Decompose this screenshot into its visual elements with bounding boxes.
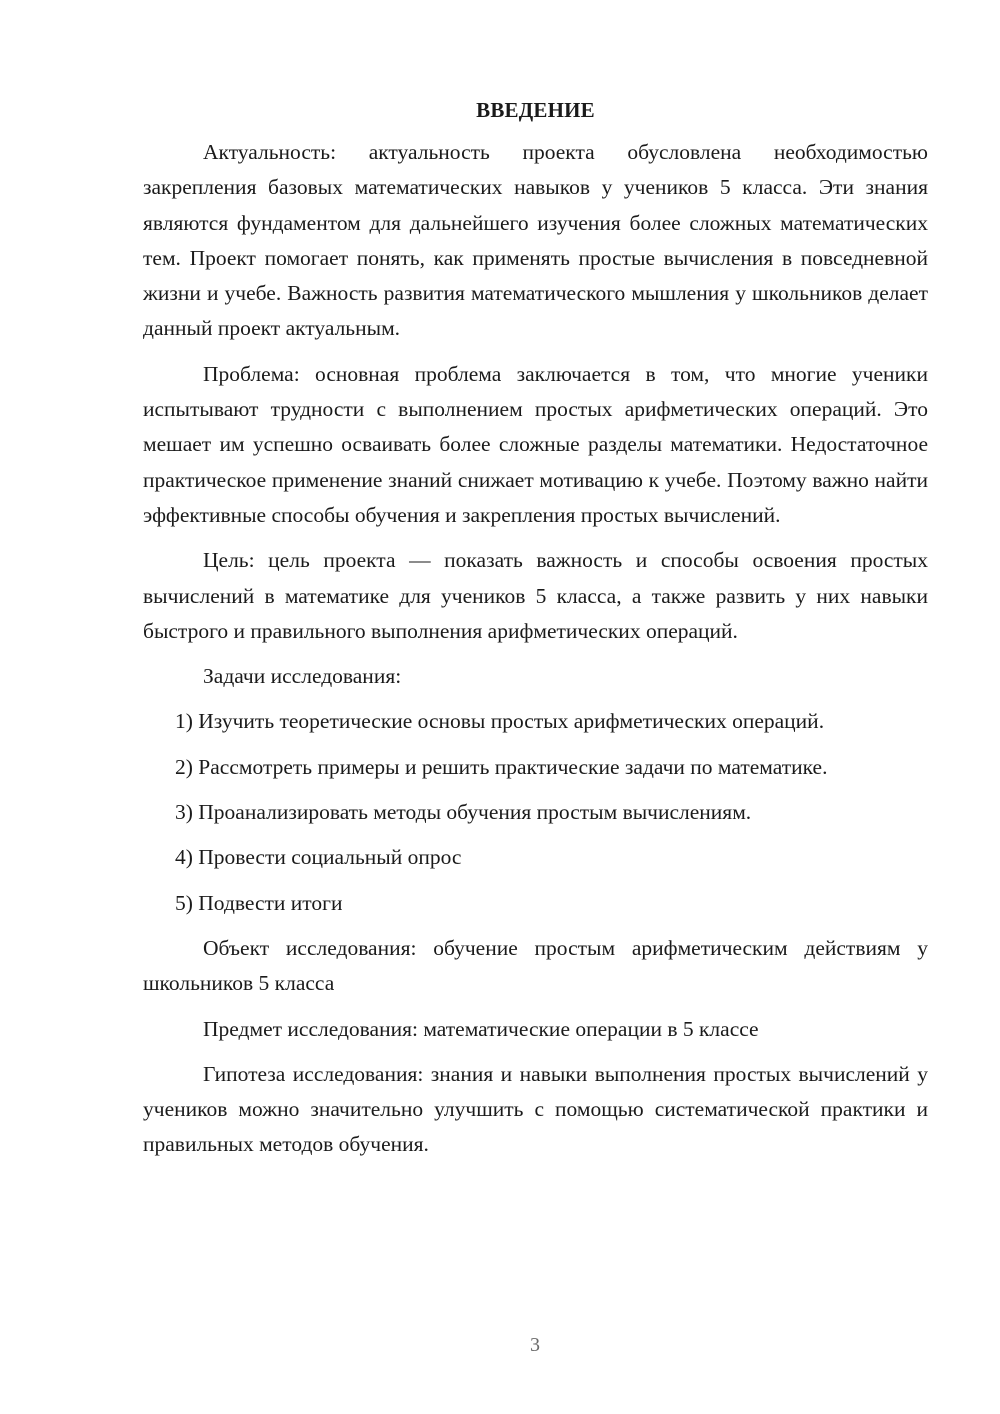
paragraph-problem: Проблема: основная проблема заключается в том, что многие ученики испытывают трудности с выполнением простых арифметических операций. Это мешает им успешно осваивать более сложные разделы математики. Недостаточное практическое применение знаний снижает мотивацию к учебе. Поэтому важно найти эффективные способы обучения и закрепления простых вычислений. (143, 361, 928, 527)
tasks-heading: Задачи исследования: (203, 664, 402, 689)
paragraph-object: Объект исследования: обучение простым арифметическим действиям у школьников 5 класса (143, 935, 928, 996)
section-title: ВВЕДЕНИЕ (476, 98, 595, 122)
paragraph-subject: Предмет исследования: математические операции в 5 классе (203, 1016, 759, 1041)
paragraph-relevance: Актуальность: актуальность проекта обусловлена необходимостью закрепления базовых математических навыков у учеников 5 класса. Эти знания являются фундаментом для дальнейшего изучения более сложных математических тем. Проект помогает понять, как применять простые вычисления в повседневной жизни и учебе. Важность развития математического мышления у школьников делает данный проект актуальным. (143, 140, 928, 341)
document-page (143, 95, 928, 1163)
task-item: 1) Изучить теоретические основы простых арифметических операций. (175, 709, 825, 734)
paragraph-hypothesis: Гипотеза исследования: знания и навыки выполнения простых вычислений у учеников можно значительно улучшить с помощью систематической практики и правильных методов обучения. (143, 1061, 928, 1157)
task-item: 5) Подвести итоги (175, 890, 343, 915)
tasks-list (143, 704, 928, 920)
task-item: 3) Проанализировать методы обучения простым вычислениям. (175, 800, 752, 825)
task-item: 2) Рассмотреть примеры и решить практические задачи по математике. (175, 754, 828, 779)
page-number: 3 (530, 1334, 540, 1356)
task-item: 4) Провести социальный опрос (175, 845, 462, 870)
paragraph-goal: Цель: цель проекта — показать важность и способы освоения простых вычислений в математике для учеников 5 класса, а также развить у них навыки быстрого и правильного выполнения арифметических операций. (143, 548, 928, 643)
